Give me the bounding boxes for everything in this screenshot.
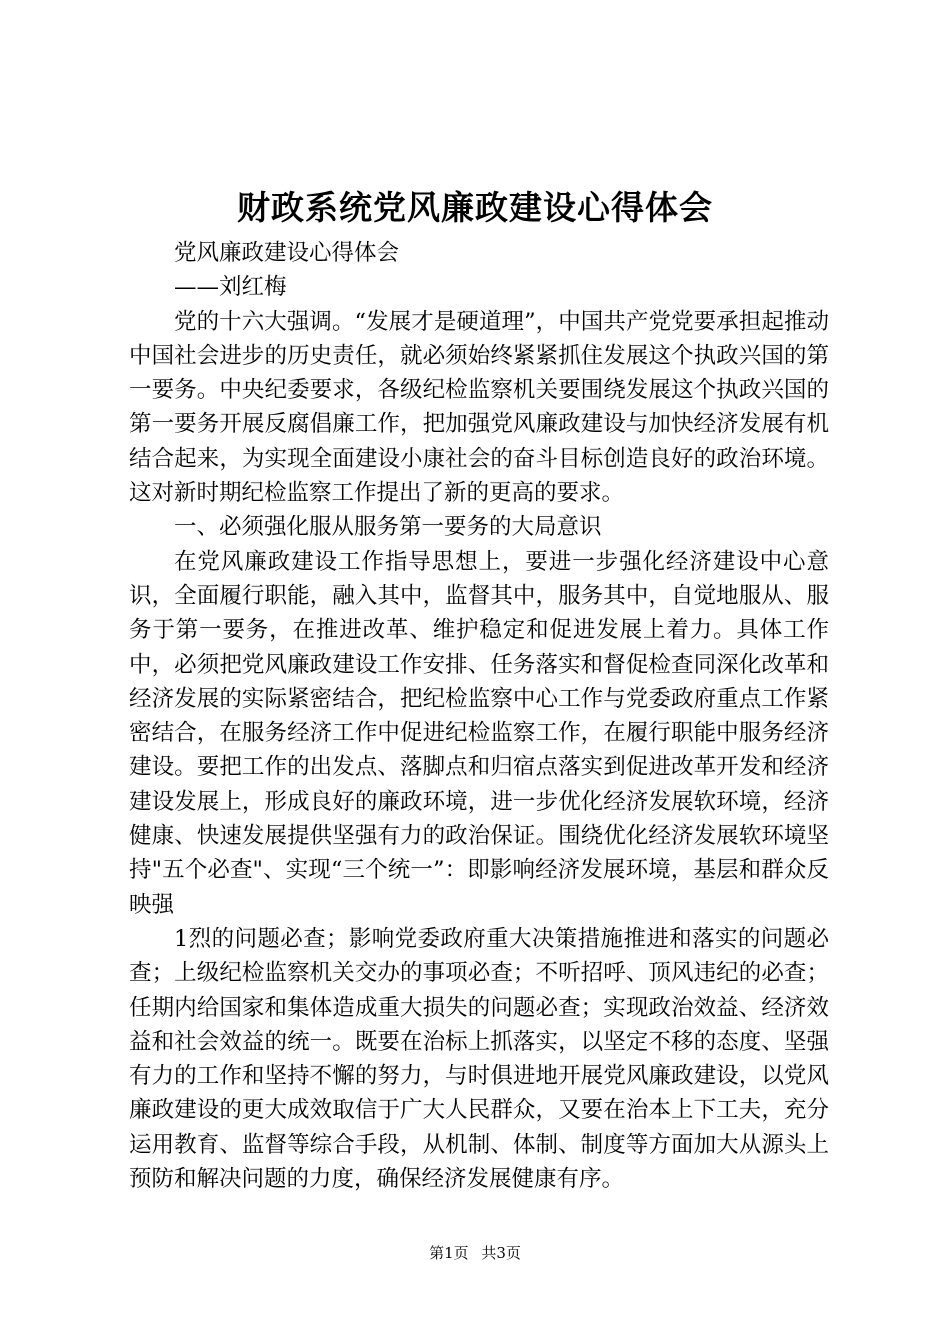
page-total: 共3页 xyxy=(481,1244,521,1262)
subtitle: 党风廉政建设心得体会 xyxy=(174,240,400,266)
paragraph-section-1-continued: 1烈的问题必查；影响党委政府重大决策措施推进和落实的问题必查；上级纪检监察机关交办的事项必查；不听招呼、顶风违纪的必查；任期内给国家和集体造成重大损失的问题必查；实现政治效益、经济效益和社会效益的统一。既要在治标上抓落实，以坚定不移的态度、坚强有力的工作和坚持不懈的努力，与时俱进地开展党风廉政建设，以党风廉政建设的更大成效取信于广大人民群众，又要在治本上下工夫，充分运用教育、监督等综合手段，从机制、体制、制度等方面加大从源头上预防和解决问题的力度，确保经济发展健康有序。 xyxy=(129,925,829,1193)
document-body xyxy=(129,236,829,1196)
paragraph-intro: 党的十六大强调。“发展才是硬道理”，中国共产党党要承担起推动中国社会进步的历史责任，就必须始终紧紧抓住发展这个执政兴国的第一要务。中央纪委要求，各级纪检监察机关要围绕发展这个执政兴国的第一要务开展反腐倡廉工作，把加强党风廉政建设与加快经济发展有机结合起来，为实现全面建设小康社会的奋斗目标创造良好的政治环境。这对新时期纪检监察工作提出了新的更高的要求。 xyxy=(129,308,829,507)
document-title: 财政系统党风廉政建设心得体会 xyxy=(237,188,713,227)
page-number: 第1页 xyxy=(429,1244,469,1262)
author-line: ——刘红梅 xyxy=(174,274,287,301)
page-footer xyxy=(0,1243,950,1263)
section-heading-1: 一、必须强化服从服务第一要务的大局意识 xyxy=(174,514,602,541)
paragraph-section-1: 在党风廉政建设工作指导思想上，要进一步强化经济建设中心意识，全面履行职能，融入其中，监督其中，服务其中，自觉地服从、服务于第一要务，在推进改革、维护稳定和促进发展上着力。具体工作中，必须把党风廉政建设工作安排、任务落实和督促检查同深化改革和经济发展的实际紧密结合，把纪检监察中心工作与党委政府重点工作紧密结合，在服务经济工作中促进纪检监察工作，在履行职能中服务经济建设。要把工作的出发点、落脚点和归宿点落实到促进改革开发和经济建设发展上，形成良好的廉政环境，进一步优化经济发展软环境，经济健康、快速发展提供坚强有力的政治保证。围绕优化经济发展软环境坚持"五个必查"、实现“三个统一”：即影响经济发展环境，基层和群众反映强 xyxy=(129,548,829,918)
